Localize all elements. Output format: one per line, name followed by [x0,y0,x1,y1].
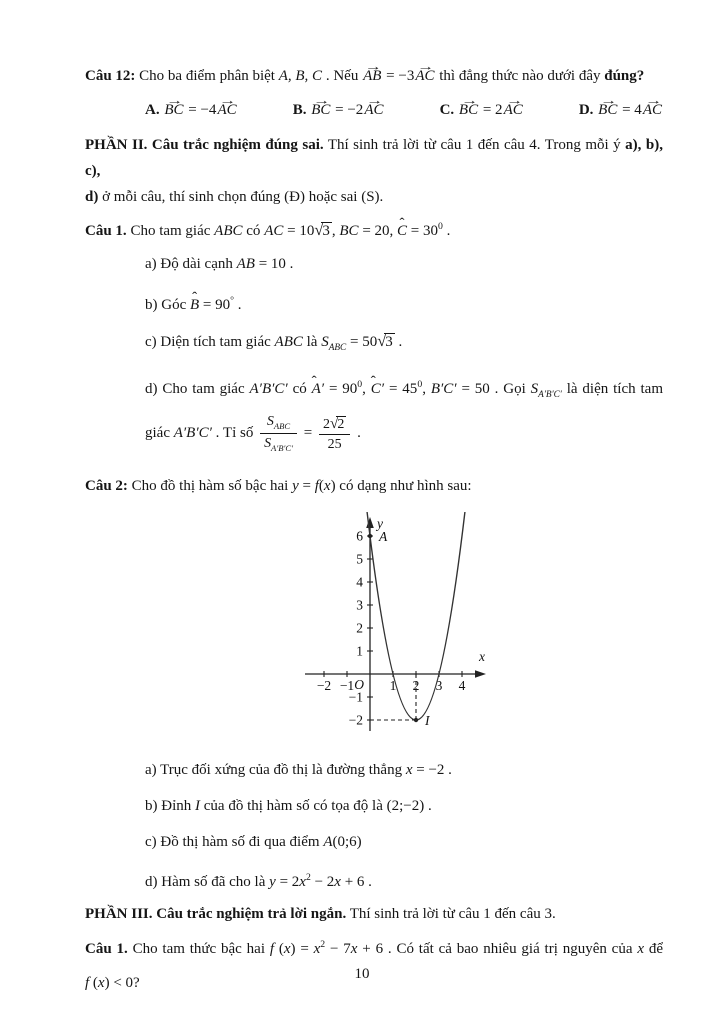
x-tick-label: 4 [458,677,466,693]
text-segment: Thí sinh trả lời từ câu 1 đến câu 4. Trong mỗi ý [323,137,626,153]
text-segment: b) Góc [145,297,190,313]
text-segment: f [85,974,90,991]
text-segment: B. [292,102,307,118]
question-12-stem [85,66,663,86]
text-segment: ABC [214,223,243,239]
text-segment: 2 [322,416,330,432]
text-segment: ) có dạng như hình sau: [330,477,472,494]
text-segment: x [323,477,331,494]
text-segment: = 50 . Gọi [456,381,531,397]
text-segment: AC → [503,100,524,120]
text-segment: 0 [417,379,423,390]
text-segment: D. [578,102,594,118]
text-segment: BC → [310,100,331,120]
y-tick-label: 4 [356,574,363,590]
y-tick-label: 1 [356,643,363,659]
x-axis-arrow-icon [475,670,486,678]
text-segment: A′B′C′ [249,381,288,397]
text-segment: A′B′C′ [173,425,212,441]
text-segment: S [264,436,272,452]
fraction [260,413,297,453]
text-segment: A′B′C′ [271,442,293,453]
text-segment: AB → [362,66,382,86]
text-segment: = −2 [331,102,364,118]
text-segment: y [269,873,276,890]
text-segment: d) [85,189,99,205]
text-segment: I [195,797,200,814]
text-segment: = 10 . [254,256,294,272]
text-segment: AC → [363,100,384,120]
x-tick-label: 3 [435,677,443,693]
section-2-heading-line1 [85,132,663,184]
text-segment: b) Đỉnh [145,797,195,814]
text-segment: có [242,223,265,239]
text-segment: , [422,381,431,397]
text-segment: AC → [642,100,663,120]
text-segment: ABC [274,334,303,350]
text-segment: . Nếu [322,68,363,84]
text-segment: = 10 [283,223,315,239]
text-segment: Cho ba điểm phân biệt [135,68,279,84]
y-tick-label: −1 [348,689,363,705]
page-number: 10 [354,966,370,982]
text-segment: a) Trục đối xứng của đồ thị là đường thẳng [145,761,406,778]
part2-q1-item-d-line1 [85,375,663,405]
text-segment: đúng? [604,68,645,84]
text-segment: ° [230,295,235,306]
text-segment: + 6 . [340,873,372,890]
text-segment: x [637,940,645,957]
text-segment: BC [339,223,359,239]
text-segment: giác [145,425,174,441]
part2-q2-item-a [85,760,663,780]
text-segment: C′ ˆ [371,379,384,399]
text-segment: B′C′ [430,381,457,397]
text-segment: S [266,414,274,430]
section-3-heading [85,904,663,924]
text-segment: x [97,974,105,991]
point-I [414,717,418,721]
text-segment: ( [274,940,284,957]
text-segment: thì đẳng thức nào dưới đây [435,68,605,84]
text-segment: C. [439,102,455,118]
text-segment: = 2 [275,873,300,890]
x-tick-label: 2 [412,677,420,693]
text-segment: BC → [163,100,184,120]
text-segment: y [292,477,299,494]
text-segment: có [287,381,312,397]
x-tick-label: −1 [339,677,355,693]
parabola-graph [298,512,503,740]
text-segment: ( [89,974,98,991]
text-segment: AC → [216,100,237,120]
part2-q1-item-a [85,254,663,274]
fraction [319,414,350,454]
text-segment: Cho đồ thị hàm số bậc hai [127,477,293,494]
question-12-options [85,100,663,120]
text-segment: = 30 [407,223,439,239]
text-segment: d) Hàm số đã cho là [145,873,270,890]
text-segment: = 90 [324,381,358,397]
text-segment: x [350,940,358,957]
text-segment: = [300,425,316,441]
text-segment: − 2 [310,873,335,890]
text-segment: Câu 12: [85,68,136,84]
text-segment: = 50 [346,334,378,350]
y-tick-label: 5 [356,551,363,567]
y-tick-label: 3 [356,597,363,613]
graph-container [298,512,503,740]
text-segment: f [314,477,319,494]
text-segment: Cho tam giác [126,223,215,239]
text-segment: S [321,334,329,350]
point-A [368,533,372,537]
text-segment: Thí sinh trả lời từ câu 1 đến câu 3. [346,905,556,922]
text-segment: . [353,425,361,441]
origin-label: O [354,676,364,692]
text-segment: x [405,761,413,778]
text-segment: x [283,940,291,957]
text-segment: f [269,940,274,957]
option-c [440,100,524,120]
text-segment: Câu 2: [85,477,128,494]
point-label-A: A [379,528,388,544]
text-segment: BC → [458,100,479,120]
text-segment: AB [236,256,255,272]
text-segment: A [323,833,333,850]
text-segment: . [394,334,403,350]
part2-q2-item-d [85,868,663,892]
text-segment: x [299,873,306,890]
text-segment: = 4 [618,102,642,118]
text-segment: B ˆ [190,295,199,315]
text-segment: = 90 [199,297,231,313]
text-segment: c) Diện tích tam giác [145,334,275,350]
section-2-heading-line2 [85,184,663,210]
y-tick-label: 2 [356,620,363,636]
text-segment: để [644,940,663,957]
text-segment: c) Đồ thị hàm số đi qua điểm [145,833,324,850]
text-segment: = [298,477,315,494]
text-segment: (0;6) [332,833,362,850]
y-axis-label: y [377,515,383,531]
part2-q2-item-b [85,796,663,816]
text-segment: AC [264,223,284,239]
part2-q1-item-d-line2 [85,413,663,454]
text-segment: S [530,381,539,397]
text-segment: Câu 1. [85,940,128,957]
text-segment: d) Cho tam giác [145,381,250,397]
text-segment: + 6 . Có tất cả bao nhiêu giá trị nguyên của [357,940,638,957]
option-a [145,100,238,120]
text-segment: = 45 [384,381,418,397]
text-segment: = 2 [479,102,503,118]
square-root: √ 3 [314,219,332,242]
part2-question-1-stem [85,216,663,242]
text-segment: , [331,223,340,239]
text-segment: . Tỉ số [211,425,258,441]
text-segment: 0 [357,379,363,390]
text-segment: a) Độ dài cạnh [145,256,237,272]
text-segment: ) = [290,940,314,957]
text-segment: ABC [328,343,347,353]
x-tick-label: −2 [316,677,332,693]
part2-q2-item-c [85,832,663,852]
text-segment: ABC [273,421,291,432]
x-tick-label: 1 [389,677,397,693]
text-segment: là diện tích tam [561,381,663,397]
text-segment: A′ ˆ [312,379,324,399]
text-segment: 2 [320,938,326,950]
text-segment: BC → [597,100,618,120]
part3-question-1-line1 [85,935,663,959]
y-tick-label: −2 [348,712,363,728]
y-tick-label: 6 [356,528,363,544]
text-segment: Cho tam thức bậc hai [127,940,270,957]
part2-q1-item-c [85,331,663,358]
square-root: √ 3 [377,331,395,352]
text-segment: 2 [305,871,311,883]
text-segment: AC → [414,66,435,86]
part2-question-2-stem [85,476,663,496]
text-segment: = −2 . [412,761,452,778]
text-segment: x [334,873,341,890]
option-b [293,100,385,120]
text-segment: là [302,334,322,350]
text-segment: = 20, [358,223,398,239]
text-segment: x [313,940,321,957]
point-label-I: I [425,712,430,728]
text-segment: . [442,223,451,239]
text-segment: A′B′C′ [538,390,562,400]
text-segment: ở mỗi câu, thí sinh chọn đúng (Đ) hoặc sai (S). [98,189,384,205]
text-segment: PHẦN II. Câu trắc nghiệm đúng sai. [85,137,324,153]
text-segment: = −3 [382,68,415,84]
option-d [579,100,663,120]
text-segment: , [362,381,371,397]
text-segment: − 7 [325,940,351,957]
text-segment: . [234,297,242,313]
text-segment: A, B, C [278,68,323,84]
text-segment: a), b), c), [85,137,663,179]
text-segment: A. [145,102,160,118]
text-segment: 25 [327,437,342,453]
text-segment: 0 [438,221,443,232]
text-segment: Câu 1. [85,223,127,239]
text-segment: ( [318,477,324,494]
text-segment: PHẦN III. Câu trắc nghiệm trả lời ngắn. [85,905,347,922]
square-root: √ 2 [330,414,346,433]
text-segment: C ˆ [397,220,407,242]
part2-q1-item-b [85,291,663,315]
text-segment: ) < 0? [104,974,140,991]
x-axis-label: x [479,648,485,664]
text-segment: = −4 [184,102,217,118]
text-segment: của đồ thị hàm số có tọa độ là (2;−2) . [200,797,432,814]
